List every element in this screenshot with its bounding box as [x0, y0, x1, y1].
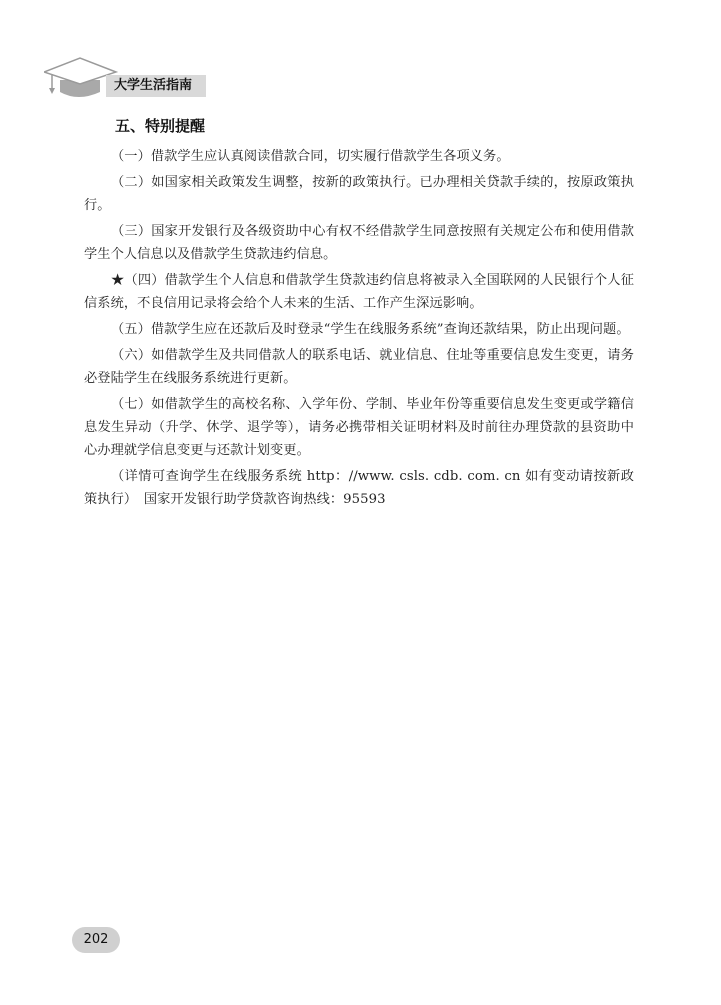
- section-title: 五、特别提醒: [115, 117, 206, 135]
- body-text: [84, 145, 634, 514]
- running-header: [44, 54, 244, 104]
- paragraph: ★（四）借款学生个人信息和借款学生贷款违约信息将被录入全国联网的人民银行个人征信系统，不良信用记录将会给个人未来的生活、工作产生深远影响。: [84, 273, 634, 311]
- paragraph: （六）如借款学生及共同借款人的联系电话、就业信息、住址等重要信息发生变更，请务必登陆学生在线服务系统进行更新。: [84, 348, 634, 386]
- paragraph: （五）借款学生应在还款后及时登录“学生在线服务系统”查询还款结果，防止出现问题。: [111, 322, 630, 337]
- paragraph: （三）国家开发银行及各级资助中心有权不经借款学生同意按照有关规定公布和使用借款学生个人信息以及借款学生贷款违约信息。: [84, 224, 634, 262]
- paragraph: （二）如国家相关政策发生调整，按新的政策执行。已办理相关贷款手续的，按原政策执行。: [84, 175, 634, 213]
- header-title: 大学生活指南: [106, 75, 206, 97]
- paragraph: （七）如借款学生的高校名称、入学年份、学制、毕业年份等重要信息发生变更或学籍信息发生异动（升学、休学、退学等），请务必携带相关证明材料及时前往办理贷款的县资助中心办理就学信息变更与还款计划变更。: [84, 397, 634, 458]
- paragraph: （一）借款学生应认真阅读借款合同，切实履行借款学生各项义务。: [111, 149, 510, 164]
- page-number: 202: [72, 927, 120, 953]
- paragraph: （详情可查询学生在线服务系统 http：//www. csls. cdb. com. cn 如有变动请按新政策执行） 国家开发银行助学贷款咨询热线：95593: [84, 469, 634, 507]
